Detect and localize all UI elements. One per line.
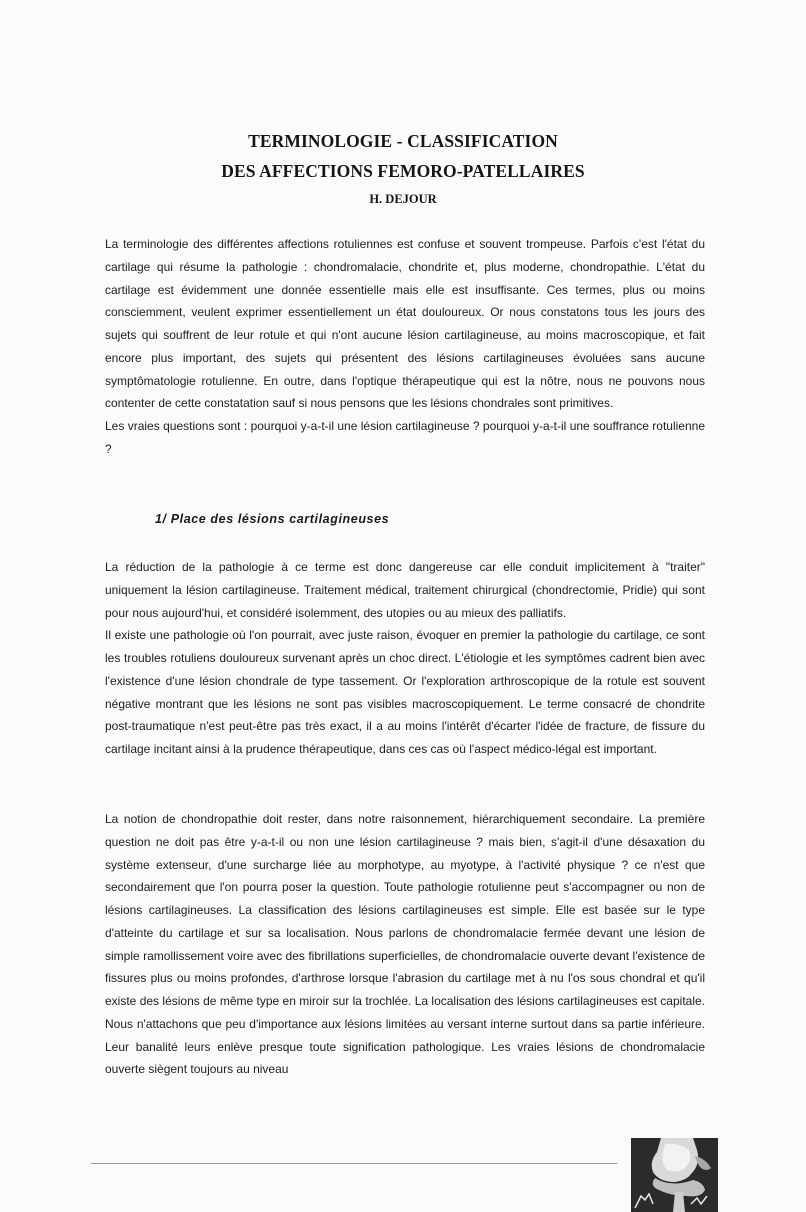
document-header [0, 126, 806, 208]
section1-paragraph-2: Il existe une pathologie où l'on pourrait, avec juste raison, évoquer en premier la pathologie du cartilage, ce sont les troubles rotuliens douloureux survenant après un choc direct. L'étiologie et les symptômes cadrent bien avec l'existence d'une lésion chondrale de type tassement. Or l'exploration arthroscopique de la rotule est souvent négative montrant que les lésions ne sont pas visibles macroscopiquement. Le terme consacré de chondrite post-traumatique n'est peut-être pas très exact, il a au moins l'intérêt d'écarter l'idée de fracture, de fissure du cartilage incitant ainsi à la prudence thérapeutique, dans ces cas où l'aspect médico-légal est important. [105, 628, 705, 756]
title-line-2: DES AFFECTIONS FEMORO-PATELLAIRES [221, 161, 585, 181]
author-name: H. DEJOUR [369, 192, 437, 206]
knee-xray-logo-icon [631, 1138, 718, 1212]
section-heading: 1/ Place des lésions cartilagineuses [155, 512, 390, 526]
section1-block [105, 556, 705, 761]
section1-paragraph-1: La réduction de la pathologie à ce terme est donc dangereuse car elle conduit implicitement à "traiter" uniquement la lésion cartilagineuse. Traitement médical, traitement chirurgical (chondrectomie, Pridie) qui sont pour nous aujourd'hui, et considéré isolemment, des utopies ou au mieux des palliatifs. [105, 560, 705, 620]
intro-paragraph-2: Les vraies questions sont : pourquoi y-a-t-il une lésion cartilagineuse ? pourquoi y-a-t-il une souffrance rotulienne ? [105, 419, 705, 456]
title-line-1: TERMINOLOGIE - CLASSIFICATION [248, 131, 558, 151]
section1-paragraph-3: La notion de chondropathie doit rester, dans notre raisonnement, hiérarchiquement secondaire. La première question ne doit pas être y-a-t-il ou non une lésion cartilagineuse ? mais bien, s'agit-il d'une désaxation du système extenseur, d'une surcharge liée au morphotype, au myotype, à l'activité physique ? ce n'est que secondairement que l'on pourra poser la question. Toute pathologie rotulienne peut s'accompagner ou non de lésions cartilagineuses. La classification des lésions cartilagineuses est simple. Elle est basée sur le type d'atteinte du cartilage et sur sa localisation. Nous parlons de chondromalacie fermée devant une lésion de simple ramollissement voire avec des fibrillations superficielles, de chondromalacie ouverte devant l'existence de fissures plus ou moins profondes, d'arthrose lorsque l'abrasion du cartilage met à nu l'os sous chondral et qu'il existe des lésions de même type en miroir sur la trochlée. La localisation des lésions cartilagineuses est capitale. Nous n'attachons que peu d'importance aux lésions limitées au versant interne surtout dans sa partie inférieure. Leur banalité leurs enlève presque toute signification pathologique. Les vraies lésions de chondromalacie ouverte siègent toujours au niveau [105, 812, 705, 1077]
intro-paragraph-1: La terminologie des différentes affections rotuliennes est confuse et souvent trompeuse. Parfois c'est l'état du cartilage qui résume la pathologie : chondromalacie, chondrite et, plus moderne, chondropathie. L'état du cartilage est évidemment une donnée essentielle mais elle est insuffisante. Ces termes, plus ou moins consciemment, veulent exprimer essentiellement un état douloureux. Or nous constatons tous les jours des sujets qui souffrent de leur rotule et qui n'ont aucune lésion cartilagineuse, au moins macroscopique, et fait encore plus important, des sujets qui présentent des lésions cartilagineuses évoluées sans aucune symptômatologie rotulienne. En outre, dans l'optique thérapeutique qui est la nôtre, nous ne pouvons nous contenter de cette constatation sauf si nous pensons que les lésions chondrales sont primitives. [105, 237, 705, 411]
section1-block-continued [105, 808, 705, 1081]
intro-block [105, 233, 705, 461]
footer-rule [91, 1163, 617, 1164]
